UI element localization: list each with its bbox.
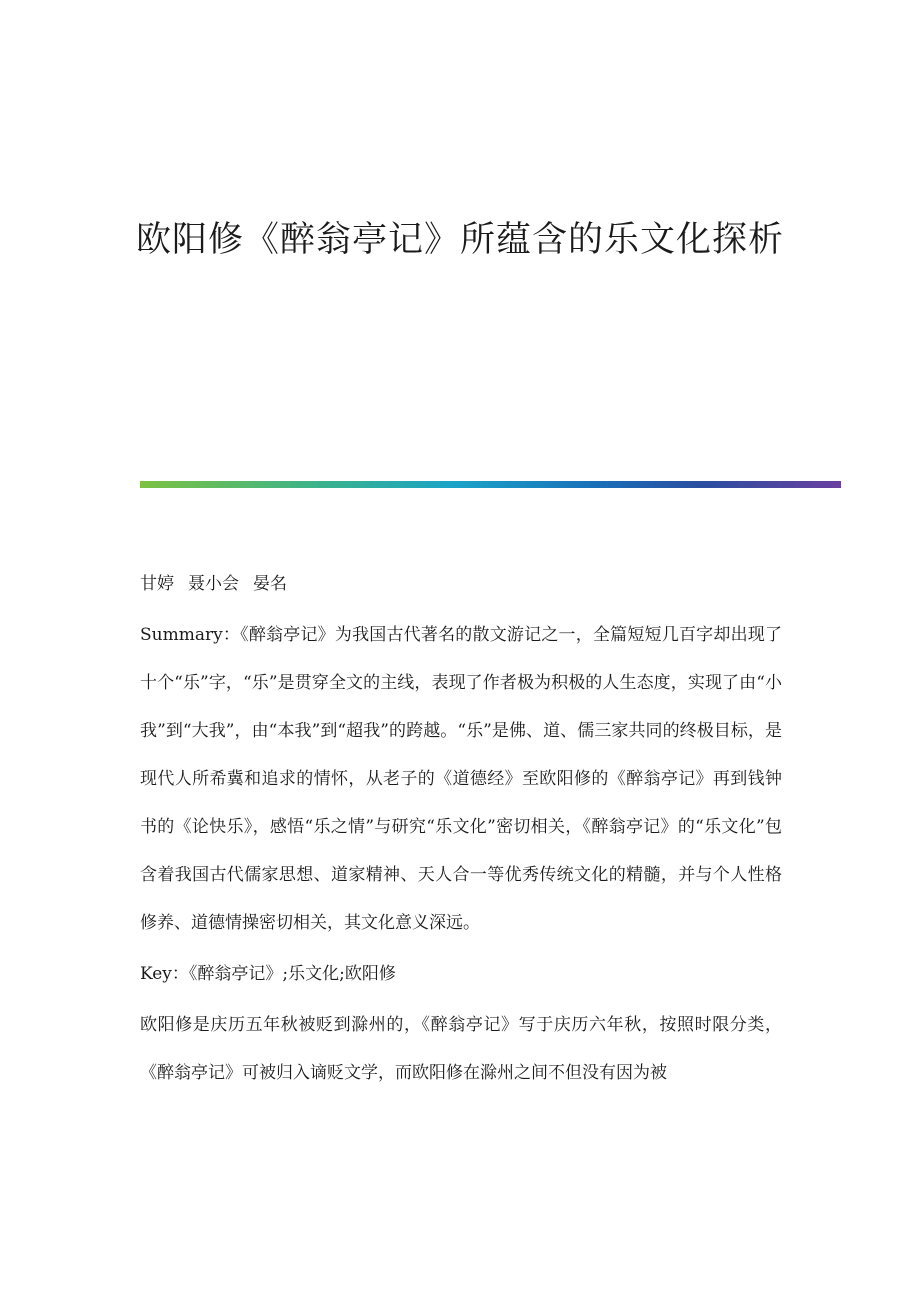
author-name: 聂小会 xyxy=(188,574,239,594)
summary-text: 《醉翁亭记》为我国古代著名的散文游记之一，全篇短短几百字却出现了十个“乐”字，“乐”是贯穿全文的主线，表现了作者极为积极的人生态度，实现了由“小我”到“大我”，由“本我”到“超我”的跨越。“乐”是佛、道、儒三家共同的终极目标，是现代人所希冀和追求的情怀，从老子的《道德经》至欧阳修的《醉翁亭记》再到钱钟书的《论快乐》，感悟“乐之情”与研究“乐文化”密切相关，《醉翁亭记》的“乐文化”包含着我国古代儒家思想、道家精神、天人合一等优秀传统文化的精髓，并与个人性格修养、道德情操密切相关，其文化意义深远。 xyxy=(140,625,783,933)
summary-label: Summary： xyxy=(140,625,241,645)
document-body xyxy=(140,560,782,1100)
keywords-label: Key： xyxy=(140,964,189,984)
author-list xyxy=(140,560,782,608)
document-title: 欧阳修《醉翁亭记》所蕴含的乐文化探析 xyxy=(135,220,784,260)
intro-paragraph: 欧阳修是庆历五年秋被贬到滁州的，《醉翁亭记》写于庆历六年秋，按照时限分类，《醉翁亭记》可被归入谪贬文学，而欧阳修在滁州之间不但没有因为被 xyxy=(140,1015,782,1083)
title-divider xyxy=(140,481,841,488)
author-name: 晏名 xyxy=(253,574,287,594)
keywords-text: 《醉翁亭记》;乐文化;欧阳修 xyxy=(188,964,396,984)
keywords-paragraph xyxy=(140,950,782,998)
author-name: 甘婷 xyxy=(140,574,174,594)
summary-paragraph xyxy=(140,611,782,947)
